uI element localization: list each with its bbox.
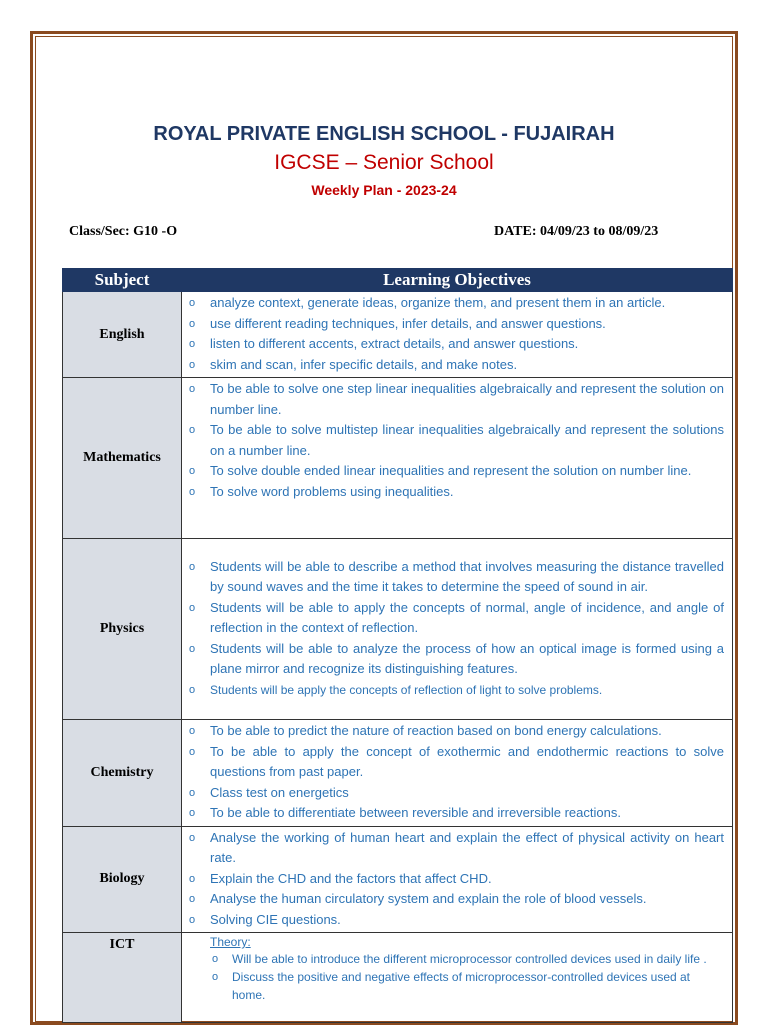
date-range: DATE: 04/09/23 to 08/09/23	[494, 224, 659, 239]
weekly-plan-table	[62, 268, 733, 1023]
subject-cell: Biology	[63, 826, 182, 933]
list-item: o Analyse the working of human heart and explain the effect of physical activity on heart rate.	[186, 828, 724, 869]
table-row	[63, 292, 733, 378]
list-item: o To be able to solve multistep linear inequalities algebraically and represent the solutions on a number line.	[186, 420, 724, 461]
list-item: o To be able to predict the nature of reaction based on bond energy calculations.	[186, 721, 724, 742]
list-item: o Students will be able to analyze the process of how an optical image is formed using a plane mirror and recognize its distinguishing features.	[186, 639, 724, 680]
plan-title: Weekly Plan - 2023-24	[311, 182, 457, 198]
class-section: Class/Sec: G10 -O	[69, 224, 178, 239]
list-item: o To be able to apply the concept of exothermic and endothermic reactions to solve questions from past paper.	[186, 742, 724, 783]
subject-cell: Chemistry	[63, 720, 182, 827]
school-name: ROYAL PRIVATE ENGLISH SCHOOL - FUJAIRAH	[153, 123, 615, 145]
program-title: IGCSE – Senior School	[274, 151, 494, 174]
list-item: o use different reading techniques, infer details, and answer questions.	[186, 314, 724, 335]
list-item: o skim and scan, infer specific details, and make notes.	[186, 355, 724, 376]
list-item: o Students will be apply the concepts of reflection of light to solve problems.	[186, 680, 724, 701]
list-item: o listen to different accents, extract details, and answer questions.	[186, 334, 724, 355]
list-item: o Will be able to introduce the different microprocessor controlled devices used in daily life .	[186, 950, 724, 968]
table-header-row	[63, 269, 733, 292]
list-item: o Students will be able to apply the concepts of normal, angle of incidence, and angle of reflection in the context of reflection.	[186, 598, 724, 639]
subject-cell: ICT	[63, 933, 182, 1023]
list-item: o To be able to solve one step linear inequalities algebraically and represent the solution on number line.	[186, 379, 724, 420]
objectives-cell	[182, 720, 733, 827]
objectives-cell	[182, 378, 733, 539]
list-item: o To be able to differentiate between reversible and irreversible reactions.	[186, 803, 724, 824]
subject-cell: Mathematics	[63, 378, 182, 539]
table-row	[63, 539, 733, 720]
section-label: Theory:	[210, 935, 251, 949]
list-item: o analyze context, generate ideas, organize them, and present them in an article.	[186, 293, 724, 314]
subject-cell: Physics	[63, 539, 182, 720]
header-learning-objectives: Learning Objectives	[182, 269, 733, 292]
objectives-cell	[182, 933, 733, 1023]
objectives-cell	[182, 292, 733, 378]
list-item: o To solve double ended linear inequalities and represent the solution on number line.	[186, 461, 724, 482]
list-item: o Class test on energetics	[186, 783, 724, 804]
header-subject: Subject	[63, 269, 182, 292]
table-row	[63, 378, 733, 539]
table-row	[63, 720, 733, 827]
table-row	[63, 826, 733, 933]
list-item: o Students will be able to describe a method that involves measuring the distance travelled by sound waves and the time it takes to determine the speed of sound in air.	[186, 557, 724, 598]
objectives-cell	[182, 826, 733, 933]
table-row	[63, 933, 733, 1023]
objectives-cell	[182, 539, 733, 720]
list-item: o Analyse the human circulatory system and explain the role of blood vessels.	[186, 889, 724, 910]
subject-cell: English	[63, 292, 182, 378]
list-item: o To solve word problems using inequalities.	[186, 482, 724, 503]
list-item: o Solving CIE questions.	[186, 910, 724, 931]
list-item: o Explain the CHD and the factors that affect CHD.	[186, 869, 724, 890]
list-item: o Discuss the positive and negative effects of microprocessor-controlled devices used at home.	[186, 968, 724, 1004]
